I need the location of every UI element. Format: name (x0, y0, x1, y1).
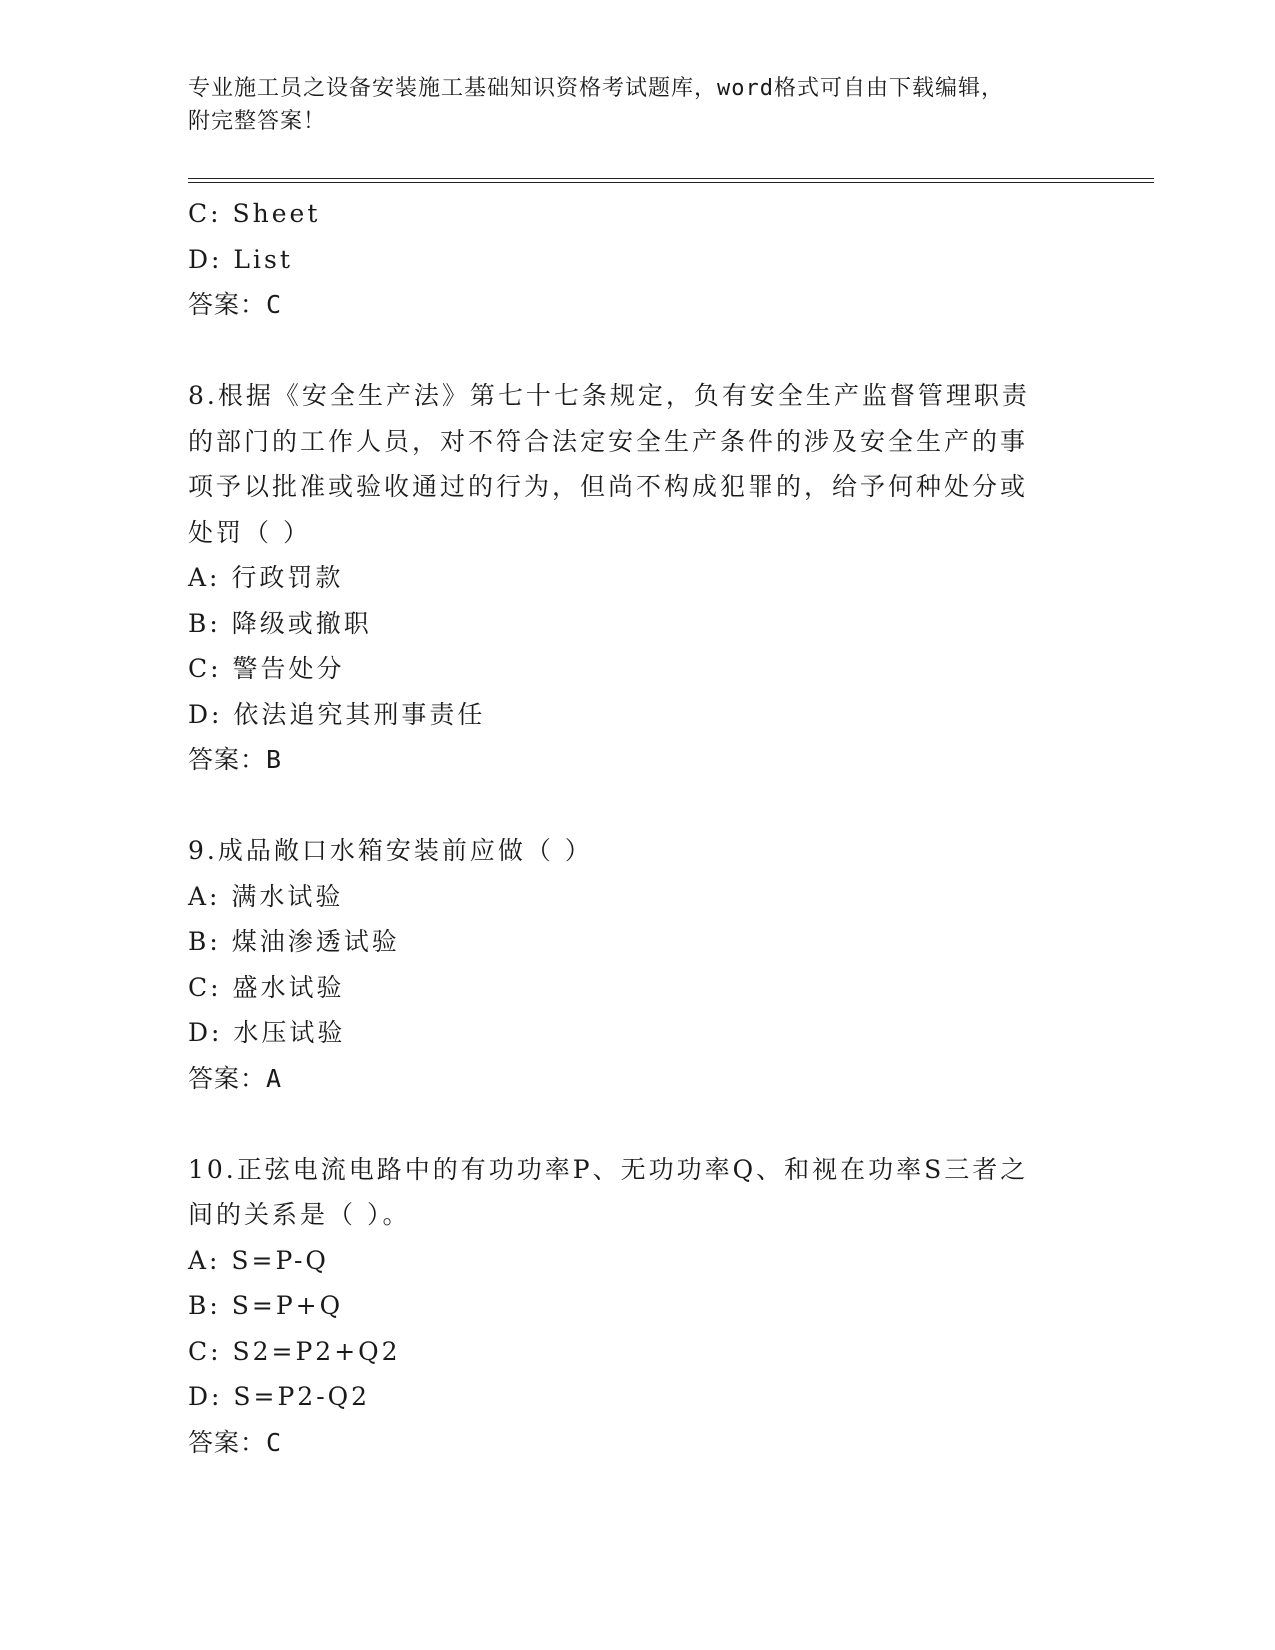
question-text-line: 9.成品敞口水箱安装前应做（ ） (188, 836, 593, 865)
option-c: C: 警告处分 (188, 654, 345, 683)
option-a: A: 满水试验 (188, 881, 344, 911)
question-9 (188, 828, 1068, 1101)
option-d: D: S=P2-Q2 (188, 1382, 371, 1411)
question-text-line: 间的关系是（ ）。 (188, 1200, 411, 1229)
question-7-continuation (188, 191, 1068, 328)
answer: 答案：A (188, 1063, 283, 1093)
question-8 (188, 373, 1068, 783)
option-c: C: 盛水试验 (188, 972, 345, 1002)
option-b: B: 煤油渗透试验 (188, 927, 400, 956)
option-a: A: S=P-Q (188, 1245, 329, 1275)
option-b: B: 降级或撤职 (188, 608, 372, 638)
header-title-line-2: 附完整答案！ (188, 109, 327, 134)
header-title-line-1: 专业施工员之设备安装施工基础知识资格考试题库，word格式可自由下载编辑， (188, 76, 1004, 101)
option-b: B: S=P+Q (188, 1291, 344, 1320)
question-10 (188, 1147, 1068, 1466)
answer: 答案：B (188, 745, 283, 774)
question-text-line: 10.正弦电流电路中的有功功率P、无功功率Q、和视在功率S三者之 (188, 1154, 1029, 1184)
question-text-line: 8.根据《安全生产法》第七十七条规定，负有安全生产监督管理职责 (188, 381, 1030, 410)
question-text-line: 的部门的工作人员，对不符合法定安全生产条件的涉及安全生产的事 (188, 426, 1029, 456)
answer: 答案：C (188, 1427, 283, 1457)
option-c: C: S2=P2+Q2 (188, 1336, 401, 1366)
option-c: C: Sheet (188, 199, 321, 228)
option-d: D: 依法追究其刑事责任 (188, 699, 486, 729)
answer: 答案：C (188, 290, 283, 319)
option-d: D: 水压试验 (188, 1018, 346, 1047)
question-text-line: 项予以批准或验收通过的行为，但尚不构成犯罪的，给予何种处分或 (188, 472, 1029, 501)
document-body (188, 191, 1068, 1465)
page-header (188, 72, 1088, 138)
option-d: D: List (188, 244, 293, 274)
question-text-line: 处罚（ ） (188, 517, 311, 547)
header-divider (188, 178, 1154, 183)
option-a: A: 行政罚款 (188, 563, 344, 592)
